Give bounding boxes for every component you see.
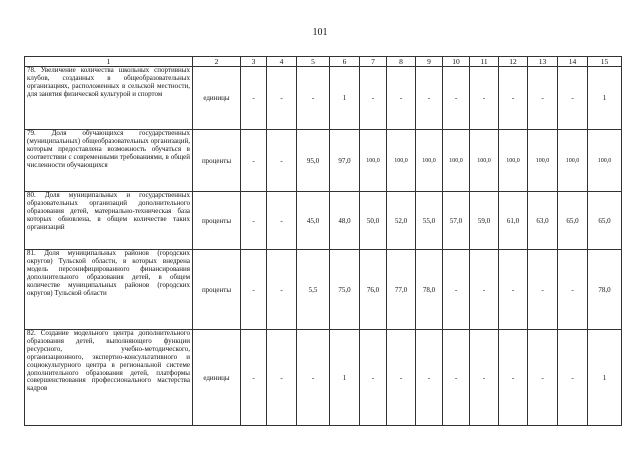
value-cell: - — [528, 330, 558, 426]
value-cell: 1 — [588, 330, 622, 426]
header-cell: 10 — [443, 57, 470, 67]
table-row — [25, 67, 622, 130]
value-cell: 76,0 — [360, 250, 387, 330]
value-cell: - — [499, 67, 528, 130]
value-cell: 65,0 — [588, 192, 622, 250]
value-cell: 100,0 — [416, 130, 443, 192]
header-cell: 15 — [588, 57, 622, 67]
value-cell: - — [267, 67, 297, 130]
value-cell: - — [558, 250, 588, 330]
value-cell: - — [416, 330, 443, 426]
header-cell: 9 — [416, 57, 443, 67]
value-cell: - — [470, 67, 499, 130]
header-cell: 2 — [193, 57, 241, 67]
value-cell: - — [267, 250, 297, 330]
header-cell: 6 — [330, 57, 360, 67]
value-cell: - — [443, 250, 470, 330]
header-cell: 4 — [267, 57, 297, 67]
unit-cell: проценты — [193, 250, 241, 330]
value-cell: 100,0 — [528, 130, 558, 192]
value-cell: - — [360, 330, 387, 426]
value-cell: - — [558, 67, 588, 130]
value-cell: 65,0 — [558, 192, 588, 250]
value-cell: 97,0 — [330, 130, 360, 192]
value-cell: 1 — [330, 330, 360, 426]
value-cell: - — [387, 330, 416, 426]
value-cell: 59,0 — [470, 192, 499, 250]
value-cell: 75,0 — [330, 250, 360, 330]
value-cell: - — [558, 330, 588, 426]
unit-cell: проценты — [193, 192, 241, 250]
value-cell: 100,0 — [360, 130, 387, 192]
value-cell: 45,0 — [297, 192, 330, 250]
value-cell: 55,0 — [416, 192, 443, 250]
value-cell: 100,0 — [588, 130, 622, 192]
value-cell: 95,0 — [297, 130, 330, 192]
value-cell: 100,0 — [443, 130, 470, 192]
value-cell: - — [297, 330, 330, 426]
page-number: 101 — [312, 27, 328, 38]
unit-cell: единицы — [193, 67, 241, 130]
table-row — [25, 330, 622, 426]
value-cell: - — [528, 250, 558, 330]
value-cell: 1 — [588, 67, 622, 130]
value-cell: 78,0 — [588, 250, 622, 330]
value-cell: - — [241, 250, 267, 330]
value-cell: 1 — [330, 67, 360, 130]
table-row — [25, 192, 622, 250]
value-cell: - — [241, 67, 267, 130]
value-cell: 100,0 — [470, 130, 499, 192]
indicator-cell: 80. Доля муниципальных и государственных образовательных организаций дополнительного образования детей, материально-техническая база которых обновлена, в общем количестве таких организаций — [25, 192, 193, 250]
header-cell: 11 — [470, 57, 499, 67]
value-cell: - — [528, 67, 558, 130]
value-cell: 100,0 — [387, 130, 416, 192]
table-row — [25, 130, 622, 192]
value-cell: - — [267, 192, 297, 250]
value-cell: - — [241, 192, 267, 250]
value-cell: 63,0 — [528, 192, 558, 250]
value-cell: - — [297, 67, 330, 130]
unit-cell: единицы — [193, 330, 241, 426]
value-cell: - — [499, 330, 528, 426]
value-cell: 5,5 — [297, 250, 330, 330]
value-cell: - — [499, 250, 528, 330]
value-cell: - — [470, 250, 499, 330]
indicator-cell: 82. Создание модельного центра дополнительного образования детей, выполняющего функции ресурсного, учебно-методического, организационного, экспертно-консультативного и социокультурного центра в региональной системе дополнительного образования детей, платформы совершенствования профессионального мастерства кадров — [25, 330, 193, 426]
value-cell: 48,0 — [330, 192, 360, 250]
value-cell: - — [241, 130, 267, 192]
indicator-cell: 79. Доля обучающихся государственных (муниципальных) общеобразовательных организаций, которым предоставлена возможность обучаться в соответствии с современными требованиями, в общей численности обучающихся — [25, 130, 193, 192]
value-cell: - — [416, 67, 443, 130]
value-cell: 100,0 — [558, 130, 588, 192]
value-cell: 100,0 — [499, 130, 528, 192]
indicators-table — [24, 56, 622, 426]
header-cell: 7 — [360, 57, 387, 67]
header-cell: 3 — [241, 57, 267, 67]
value-cell: 57,0 — [443, 192, 470, 250]
header-cell: 1 — [25, 57, 193, 67]
header-cell: 8 — [387, 57, 416, 67]
value-cell: - — [267, 130, 297, 192]
header-cell: 12 — [499, 57, 528, 67]
unit-cell: проценты — [193, 130, 241, 192]
value-cell: - — [360, 67, 387, 130]
value-cell: 78,0 — [416, 250, 443, 330]
header-cell: 14 — [558, 57, 588, 67]
header-cell: 13 — [528, 57, 558, 67]
value-cell: 52,0 — [387, 192, 416, 250]
table-header-row — [25, 57, 622, 67]
value-cell: - — [241, 330, 267, 426]
value-cell: 50,0 — [360, 192, 387, 250]
value-cell: - — [267, 330, 297, 426]
table-row — [25, 250, 622, 330]
value-cell: - — [443, 67, 470, 130]
value-cell: - — [387, 67, 416, 130]
value-cell: 61,0 — [499, 192, 528, 250]
value-cell: - — [470, 330, 499, 426]
indicator-cell: 78. Увеличение количества школьных спортивных клубов, созданных в общеобразовательных организациях, расположенных в сельской местности, для занятия физической культурой и спортом — [25, 67, 193, 130]
value-cell: 77,0 — [387, 250, 416, 330]
header-cell: 5 — [297, 57, 330, 67]
value-cell: - — [443, 330, 470, 426]
indicator-cell: 81. Доля муниципальных районов (городских округов) Тульской области, в которых внедрена модель персонифицированного финансирования дополнительного образования детей, в общем количестве муниципальных районов (городских округов) Тульской области — [25, 250, 193, 330]
